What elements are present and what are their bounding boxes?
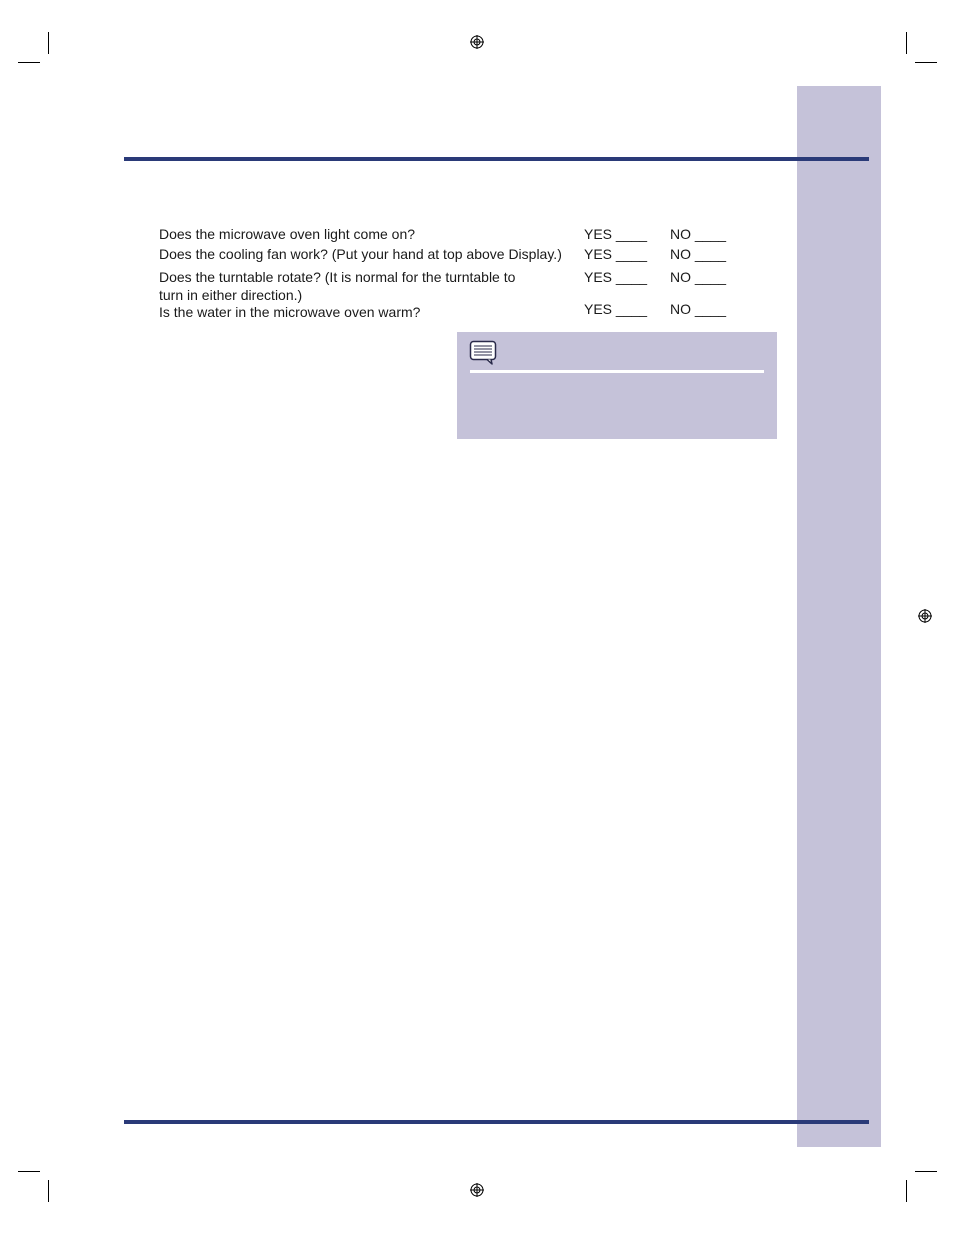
registration-mark-icon — [918, 609, 932, 623]
crop-mark-top-left-horizontal — [18, 62, 40, 63]
note-box — [457, 332, 777, 439]
answer-no-turntable: NO ____ — [670, 269, 727, 285]
registration-mark-icon — [470, 1183, 484, 1197]
crop-mark-top-left-vertical — [48, 32, 49, 54]
note-speech-bubble-icon — [469, 340, 499, 366]
header-rule — [124, 157, 869, 161]
note-divider — [470, 370, 764, 373]
answer-yes-turntable: YES ____ — [584, 269, 648, 285]
crop-mark-top-right-vertical — [906, 32, 907, 54]
crop-mark-top-right-horizontal — [915, 62, 937, 63]
footer-rule — [124, 1120, 869, 1124]
answer-no-fan: NO ____ — [670, 246, 727, 262]
question-water: Is the water in the microwave oven warm? — [159, 304, 421, 320]
question-light: Does the microwave oven light come on? — [159, 226, 416, 242]
crop-mark-bottom-left-horizontal — [18, 1171, 40, 1172]
crop-mark-bottom-right-horizontal — [915, 1171, 937, 1172]
question-turntable-continued: turn in either direction.) — [159, 287, 303, 303]
question-fan: Does the cooling fan work? (Put your hand at top above Display.) — [159, 246, 562, 262]
answer-yes-light: YES ____ — [584, 226, 648, 242]
question-turntable: Does the turntable rotate? (It is normal for the turntable to — [159, 269, 516, 285]
answer-no-water: NO ____ — [670, 301, 727, 317]
answer-yes-water: YES ____ — [584, 301, 648, 317]
answer-yes-fan: YES ____ — [584, 246, 648, 262]
crop-mark-bottom-right-vertical — [906, 1180, 907, 1202]
registration-mark-icon — [470, 35, 484, 49]
page-sidebar-tab — [797, 86, 881, 1147]
answer-no-light: NO ____ — [670, 226, 727, 242]
crop-mark-bottom-left-vertical — [48, 1180, 49, 1202]
